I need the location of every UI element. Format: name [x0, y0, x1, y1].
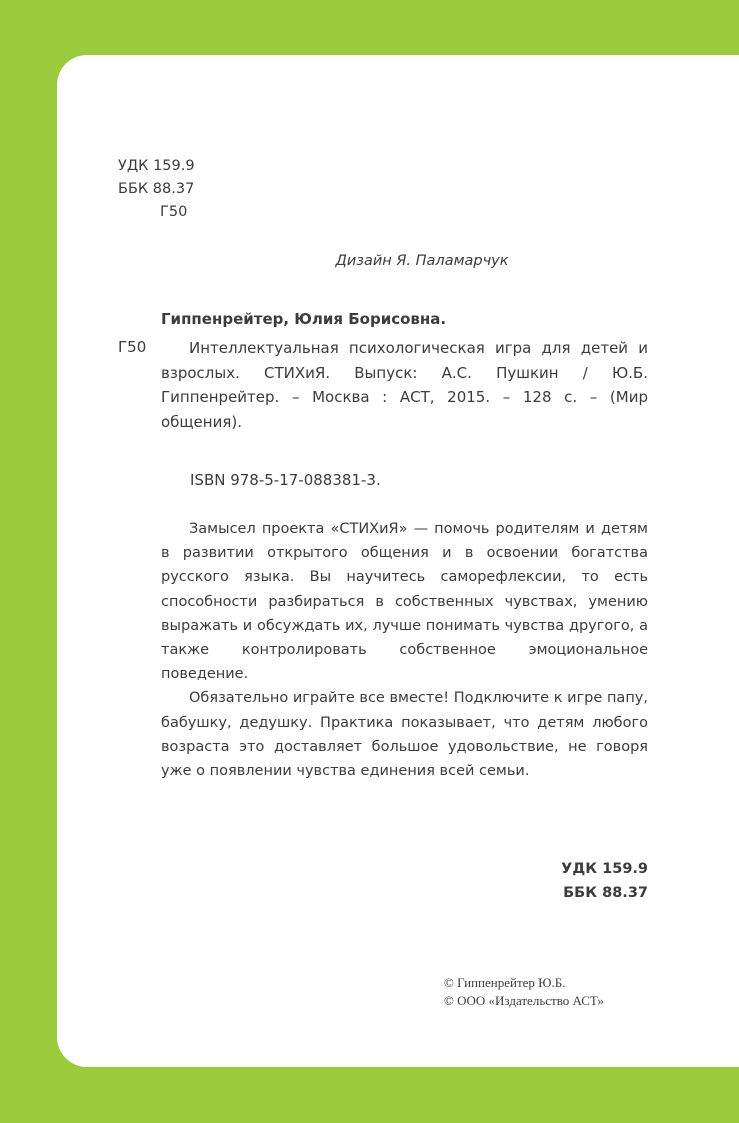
side-author-mark: Г50: [118, 338, 147, 356]
copyright-author: © Гиппенрейтер Ю.Б.: [444, 975, 566, 990]
author-name: Гиппенрейтер, Юлия Борисовна.: [161, 310, 447, 328]
footer-udk: УДК 159.9: [561, 861, 648, 877]
copyright-publisher: © ООО «Издательство АСТ»: [444, 993, 605, 1008]
author-mark: Г50: [160, 204, 188, 220]
footer-bbk: ББК 88.37: [563, 885, 648, 901]
udk-code: УДК 159.9: [118, 158, 195, 174]
classification-codes: [118, 155, 195, 224]
annotation-paragraph: Замысел проекта «СТИХиЯ» — помочь родителям и детям в развитии открытого общения и в освоении богатства русского языка. Вы научитесь саморефлексии, то есть способности разбираться в собственных чувствах, умению выражать и обсуждать их, лучше понимать чувства другого, а также контролировать собственное эмоциональное поведение.: [161, 521, 648, 683]
bibliographic-description: Интеллектуальная психологическая игра для детей и взрослых. СТИХиЯ. Выпуск: А.С. Пушкин / Ю.Б. Гиппенрейтер. – Москва : АСТ, 2015. – 128 с. – (Мир общения).: [161, 339, 648, 431]
bbk-code: ББК 88.37: [118, 181, 195, 197]
isbn: ISBN 978-5-17-088381-3.: [190, 471, 381, 489]
annotation: [161, 517, 648, 783]
annotation-paragraph: Обязательно играйте все вместе! Подключите к игре папу, бабушку, дедушку. Практика показывает, что детям любого возраста это доставляет большое удовольствие, не говоря уже о появлении чувства единения всей семьи.: [161, 690, 648, 780]
copyright-block: [444, 974, 604, 1010]
footer-codes: [561, 857, 648, 905]
designer-credit: Дизайн Я. Паламарчук: [335, 253, 509, 269]
